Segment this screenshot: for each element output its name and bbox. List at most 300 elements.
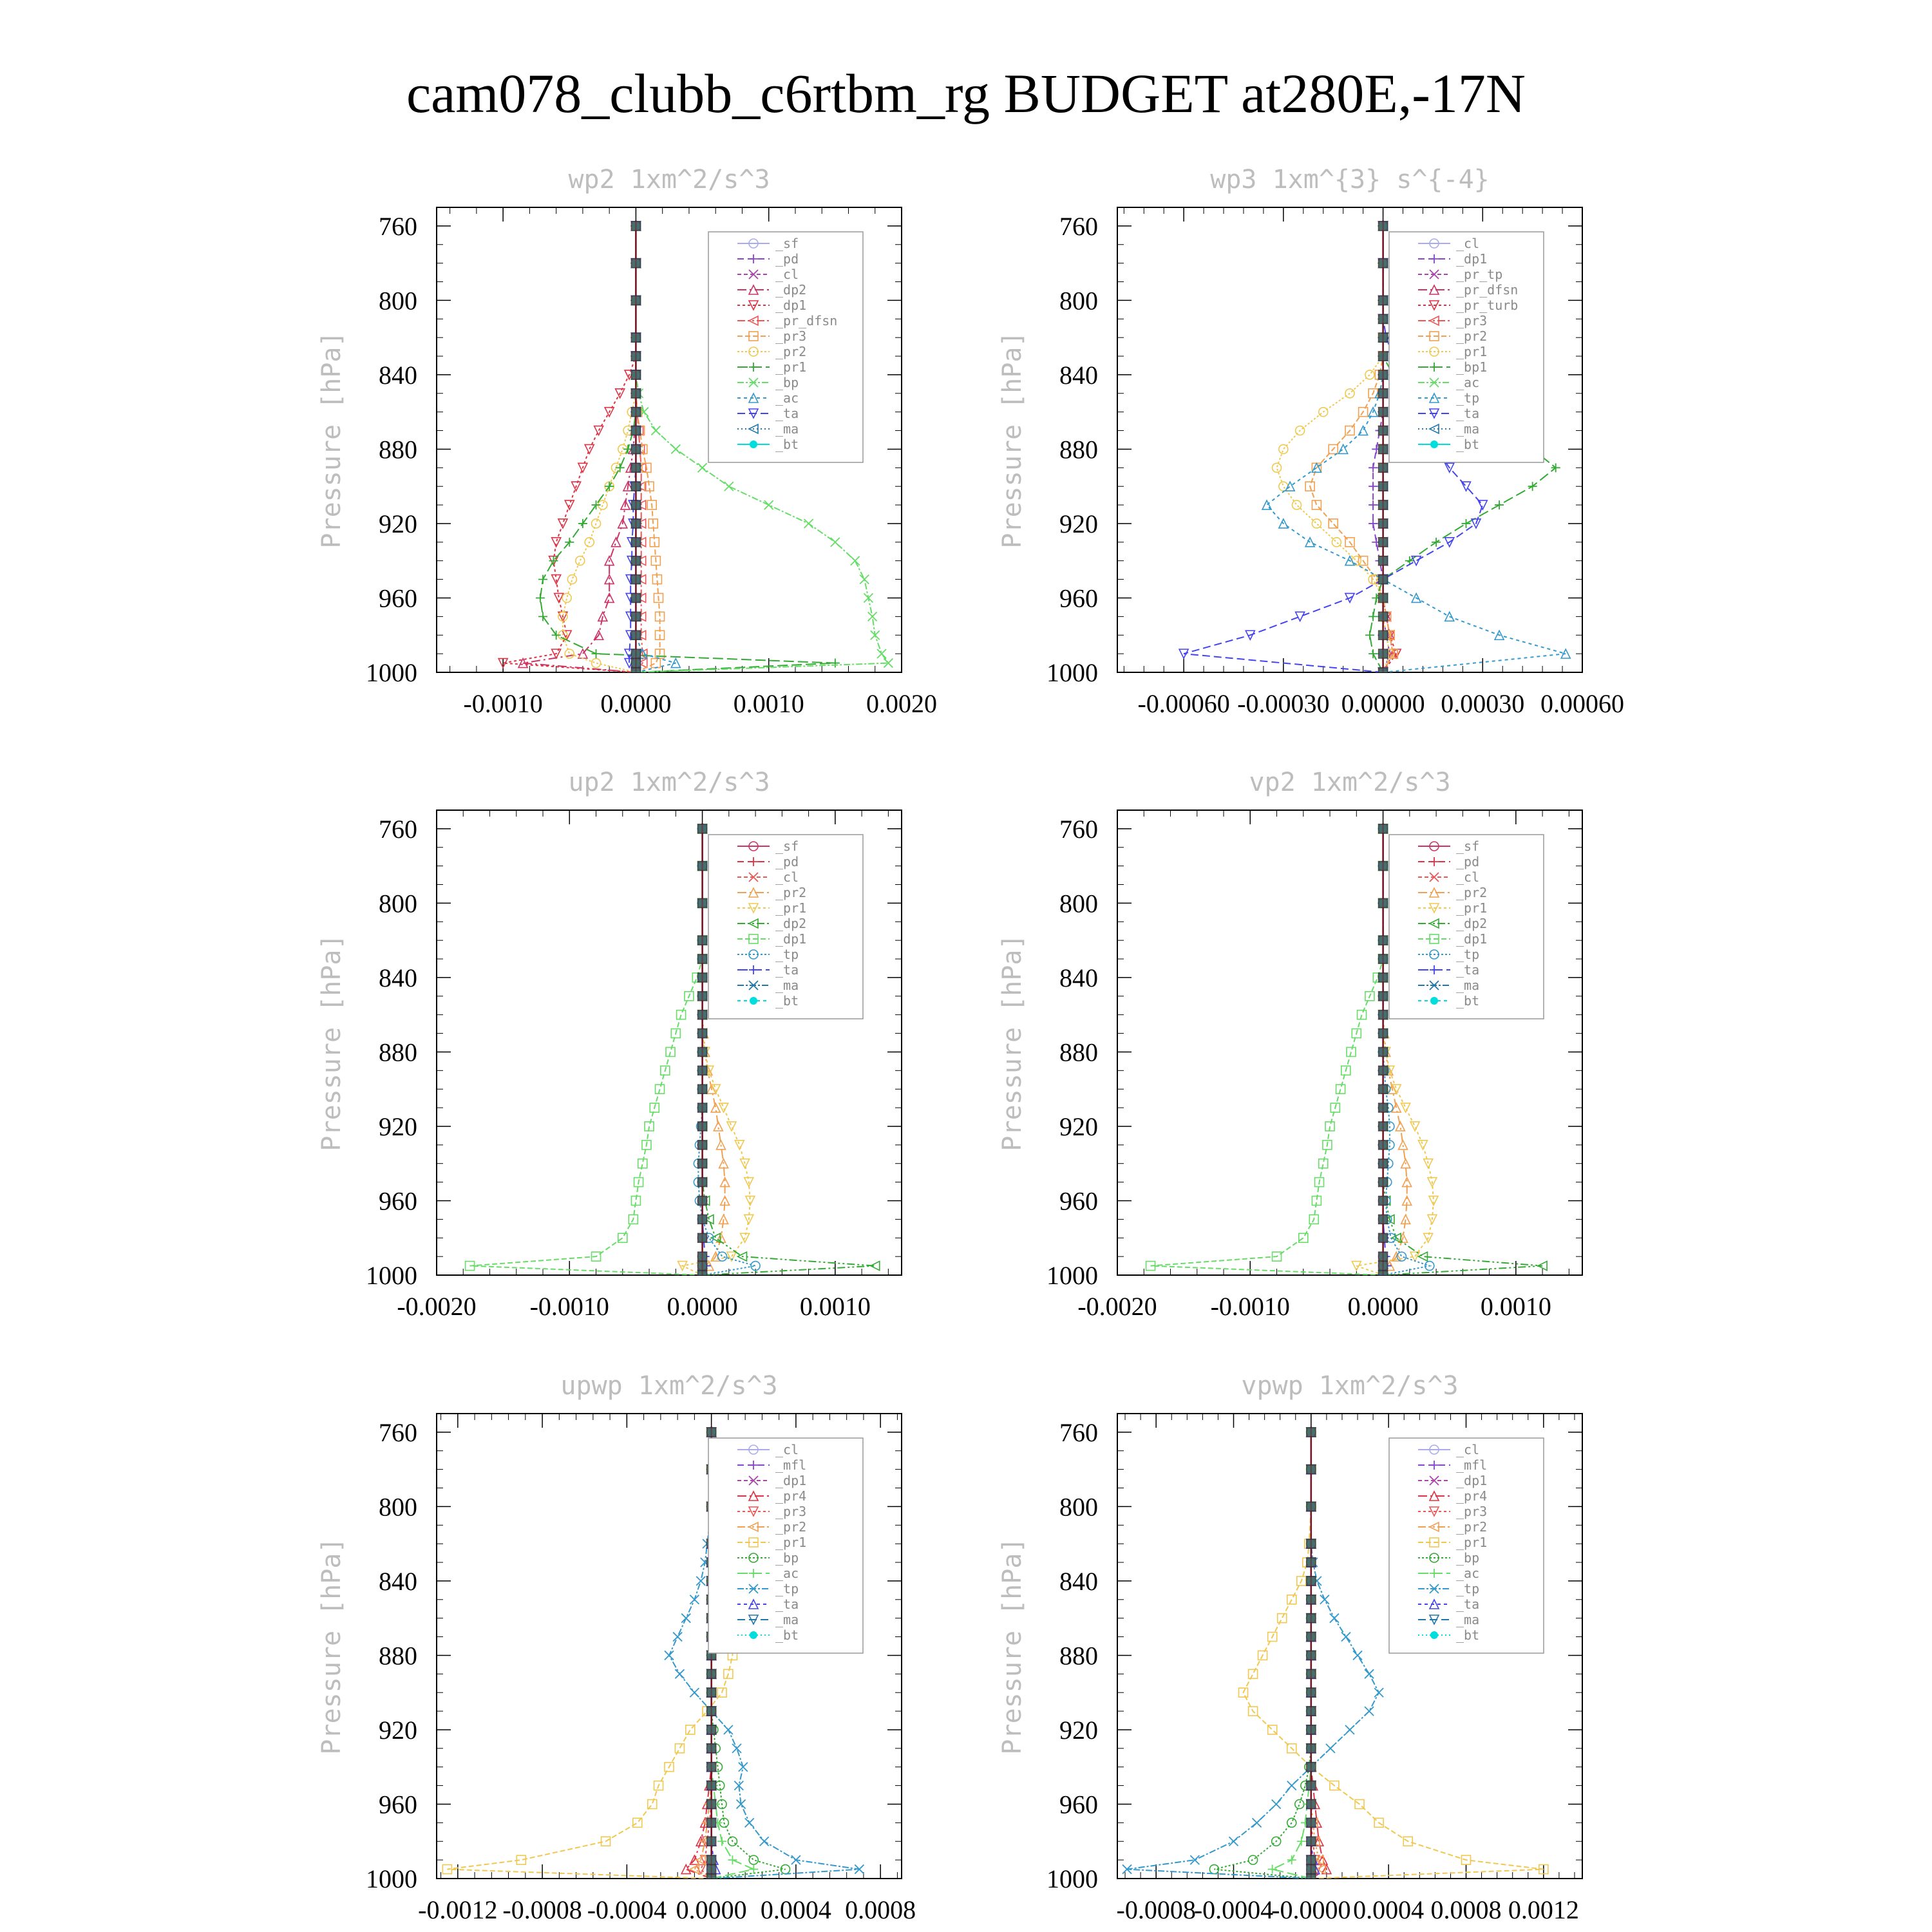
data-point <box>1278 1614 1287 1623</box>
legend-label: _bp1 <box>1456 359 1488 375</box>
x-tick-label: 0.0010 <box>733 689 804 718</box>
legend-label: _pr1 <box>775 1535 807 1550</box>
data-point <box>1379 1047 1388 1056</box>
data-point <box>719 1103 728 1112</box>
legend-label: _cl <box>1456 869 1480 885</box>
data-point <box>1307 1539 1316 1548</box>
legend-label: _dp1 <box>1456 1473 1488 1488</box>
data-point <box>698 463 707 472</box>
data-point <box>698 1066 707 1075</box>
data-point <box>671 444 680 453</box>
y-axis-label: Pressure [hPa] <box>317 934 346 1151</box>
data-point <box>631 519 640 528</box>
series-line-ac <box>1273 1432 1311 1879</box>
data-point <box>1326 1744 1335 1753</box>
x-tick-label: 0.0012 <box>1508 1895 1579 1924</box>
data-point <box>1253 1818 1262 1827</box>
data-point <box>1287 1781 1296 1790</box>
data-point <box>1379 500 1388 509</box>
y-tick-label: 1000 <box>366 1864 417 1893</box>
data-point <box>631 259 640 268</box>
data-point <box>1307 1781 1316 1790</box>
legend-label: _pr_dfsn <box>1456 282 1519 298</box>
data-point <box>1307 1633 1316 1642</box>
data-point <box>718 1252 727 1261</box>
y-tick-label: 800 <box>1059 889 1098 918</box>
legend-label: _ma <box>775 421 799 437</box>
y-tick-label: 840 <box>1059 1566 1098 1596</box>
data-point <box>698 1122 707 1131</box>
legend <box>708 835 863 1019</box>
legend-marker <box>750 440 757 448</box>
data-point <box>565 649 574 658</box>
data-point <box>1379 482 1388 491</box>
y-tick-label: 920 <box>1059 1112 1098 1141</box>
legend-label: _pr2 <box>775 344 807 359</box>
legend-label: _sf <box>775 236 799 251</box>
data-point <box>673 1633 682 1642</box>
x-tick-label: 0.0010 <box>799 1292 871 1321</box>
legend-label: _tp <box>1456 947 1480 962</box>
x-tick-label: -0.0012 <box>418 1895 498 1924</box>
legend-label: _ma <box>1456 1612 1480 1627</box>
x-tick-label: -0.0004 <box>587 1895 667 1924</box>
data-point <box>1379 1178 1388 1187</box>
data-point <box>1307 1577 1316 1586</box>
x-tick-label: 0.0000 <box>676 1895 747 1924</box>
y-tick-label: 920 <box>1059 509 1098 538</box>
data-point <box>1249 1669 1258 1678</box>
legend-label: _pr3 <box>775 1504 807 1519</box>
legend-label: _ac <box>775 1566 799 1581</box>
legend-label: _pr2 <box>1456 328 1488 344</box>
data-point <box>1341 1633 1350 1642</box>
data-point <box>538 575 547 584</box>
data-point <box>1379 954 1388 963</box>
y-tick-label: 760 <box>379 211 417 241</box>
data-point <box>1379 668 1388 677</box>
legend-label: _tp <box>1456 1581 1480 1596</box>
data-point <box>1432 538 1441 547</box>
data-point <box>804 519 813 528</box>
series-line-dp1 <box>503 226 636 672</box>
data-point <box>707 1799 716 1808</box>
data-point <box>677 1010 686 1019</box>
data-point <box>1379 538 1388 547</box>
data-point <box>707 1865 716 1874</box>
data-point <box>631 222 640 231</box>
data-point <box>631 500 640 509</box>
data-point <box>611 538 620 547</box>
legend-label: _pr3 <box>775 328 807 344</box>
x-tick-label: -0.0010 <box>529 1292 609 1321</box>
data-point <box>567 575 576 584</box>
legend-label: _pr_dfsn <box>775 313 838 328</box>
data-point <box>631 612 640 621</box>
data-point <box>749 1855 758 1864</box>
data-point <box>698 1047 707 1056</box>
data-point <box>616 463 625 472</box>
x-tick-label: 0.0000 <box>1347 1292 1419 1321</box>
data-point <box>1379 936 1388 945</box>
legend-label: _dp2 <box>1456 916 1488 931</box>
data-point <box>1379 389 1388 398</box>
data-point <box>698 898 707 907</box>
x-tick-label: -0.0008 <box>1116 1895 1196 1924</box>
data-point <box>698 1233 707 1242</box>
y-tick-label: 840 <box>1059 360 1098 390</box>
data-point <box>1299 1233 1308 1242</box>
y-tick-label: 840 <box>379 360 417 390</box>
data-point <box>707 1744 716 1753</box>
data-point <box>877 649 886 658</box>
data-point <box>707 1837 716 1846</box>
data-point <box>1379 556 1388 565</box>
data-point <box>562 593 571 602</box>
legend-marker <box>1430 440 1438 448</box>
legend-label: _bp <box>775 1550 799 1566</box>
data-point <box>1379 370 1388 379</box>
data-point <box>1229 1837 1238 1846</box>
data-point <box>724 1725 733 1734</box>
panel-6 <box>998 1371 1582 1924</box>
data-point <box>707 1818 716 1827</box>
x-tick-label: 0.0004 <box>1353 1895 1425 1924</box>
data-point <box>1379 444 1388 453</box>
legend-label: _bp <box>775 375 799 390</box>
data-point <box>698 1252 707 1261</box>
data-point <box>1379 575 1388 584</box>
data-point <box>1307 1428 1316 1437</box>
panel-title: wp3 1xm^{3} s^{-4} <box>1210 165 1490 194</box>
legend-marker <box>1430 997 1438 1005</box>
legend-label: _sf <box>1456 838 1480 854</box>
data-point <box>631 408 640 417</box>
x-tick-label: 0.0004 <box>760 1895 831 1924</box>
data-point <box>698 1159 707 1168</box>
data-point <box>1292 500 1301 509</box>
data-point <box>631 575 640 584</box>
data-point <box>675 1744 684 1753</box>
legend-label: _pr3 <box>1456 1504 1488 1519</box>
data-point <box>631 538 640 547</box>
data-point <box>1379 1066 1388 1075</box>
legend-label: _pd <box>775 251 799 267</box>
legend-label: _pr2 <box>1456 885 1488 900</box>
legend-label: _pr2 <box>775 1519 807 1535</box>
data-point <box>698 824 707 833</box>
data-point <box>1365 630 1374 639</box>
data-point <box>707 1428 716 1437</box>
data-point <box>1336 1084 1345 1094</box>
legend-label: _bt <box>1456 1627 1480 1643</box>
data-point <box>698 862 707 871</box>
data-point <box>727 1122 736 1131</box>
data-point <box>1307 1614 1316 1623</box>
data-point <box>536 593 545 602</box>
data-point <box>1345 1725 1354 1734</box>
legend-label: _ma <box>775 1612 799 1627</box>
data-point <box>675 1669 684 1678</box>
legend-label: _ma <box>775 978 799 993</box>
data-point <box>1379 862 1388 871</box>
legend-label: _pr4 <box>775 1488 807 1504</box>
y-tick-label: 1000 <box>1046 658 1098 687</box>
data-point <box>732 1744 741 1753</box>
data-point <box>1368 482 1378 491</box>
x-tick-label: 0.0008 <box>1430 1895 1502 1924</box>
legend-label: _pd <box>775 854 799 869</box>
data-point <box>1379 992 1388 1001</box>
data-point <box>760 1837 769 1846</box>
data-point <box>1379 1010 1388 1019</box>
data-point <box>1307 1725 1316 1734</box>
y-tick-label: 920 <box>379 509 417 538</box>
data-point <box>631 370 640 379</box>
data-point <box>1332 538 1341 547</box>
data-point <box>558 519 567 528</box>
data-point <box>698 1215 707 1224</box>
data-point <box>690 1595 699 1604</box>
y-tick-label: 880 <box>1059 1037 1098 1067</box>
data-point <box>1379 314 1388 323</box>
data-point <box>1379 296 1388 305</box>
data-point <box>1307 1465 1316 1474</box>
data-point <box>698 973 707 982</box>
y-tick-label: 840 <box>379 1566 417 1596</box>
y-tick-label: 1000 <box>366 658 417 687</box>
legend-label: _ta <box>1456 406 1480 421</box>
data-point <box>1368 500 1378 509</box>
legend-marker <box>750 997 757 1005</box>
data-point <box>698 1010 707 1019</box>
legend-label: _pr1 <box>1456 1535 1488 1550</box>
legend-label: _bt <box>775 1627 799 1643</box>
legend-label: _cl <box>775 267 799 282</box>
data-point <box>1330 1614 1339 1623</box>
data-point <box>717 1837 726 1846</box>
data-point <box>631 463 640 472</box>
data-point <box>631 333 640 342</box>
data-point <box>1353 1651 1362 1660</box>
panel-title: up2 1xm^2/s^3 <box>568 768 770 797</box>
data-point <box>698 1029 707 1038</box>
x-tick-label: 0.00060 <box>1540 689 1624 718</box>
data-point <box>1379 1271 1388 1280</box>
legend-label: _bt <box>775 437 799 452</box>
data-point <box>724 482 734 491</box>
data-point <box>1307 1799 1316 1808</box>
data-point <box>707 1688 716 1697</box>
data-point <box>1365 370 1374 379</box>
y-tick-label: 960 <box>379 1790 417 1819</box>
x-tick-label: 0.0000 <box>667 1292 738 1321</box>
legend-label: _dp1 <box>1456 251 1488 267</box>
data-point <box>631 444 640 453</box>
data-point <box>631 593 640 602</box>
y-tick-label: 760 <box>379 814 417 844</box>
x-tick-label: -0.00060 <box>1137 689 1230 718</box>
panel-title: upwp 1xm^2/s^3 <box>560 1371 778 1401</box>
data-point <box>1307 1837 1316 1846</box>
x-tick-label: 0.0000 <box>600 689 672 718</box>
data-point <box>1379 1122 1388 1131</box>
panel-title: vpwp 1xm^2/s^3 <box>1241 1371 1459 1401</box>
data-point <box>631 668 640 677</box>
data-point <box>1379 463 1388 472</box>
data-point <box>631 482 640 491</box>
data-point <box>1295 1799 1304 1808</box>
panel-title: vp2 1xm^2/s^3 <box>1249 768 1451 797</box>
data-point <box>1379 593 1388 602</box>
data-point <box>538 612 547 621</box>
x-tick-label: -0.0008 <box>502 1895 582 1924</box>
page-title: cam078_clubb_c6rtbm_rg BUDGET at280E,-17N <box>406 62 1526 124</box>
data-point <box>651 659 660 668</box>
series-line-tp <box>1127 1432 1379 1879</box>
data-point <box>578 519 587 528</box>
x-tick-label: 0.0010 <box>1480 1292 1551 1321</box>
data-point <box>1307 1558 1316 1567</box>
y-tick-label: 800 <box>379 889 417 918</box>
data-point <box>1368 612 1378 621</box>
data-point <box>666 1047 675 1056</box>
data-point <box>1379 824 1388 833</box>
legend-label: _bp <box>1456 1550 1480 1566</box>
panel-4 <box>998 768 1582 1321</box>
legend <box>1389 232 1544 462</box>
y-tick-label: 800 <box>379 286 417 316</box>
legend-label: _ac <box>1456 375 1480 390</box>
legend-label: _cl <box>1456 1442 1480 1457</box>
data-point <box>1307 1874 1316 1883</box>
data-point <box>1365 1669 1374 1678</box>
legend-label: _dp1 <box>775 1473 807 1488</box>
data-point <box>1379 352 1388 361</box>
data-point <box>631 352 640 361</box>
data-point <box>1307 1707 1316 1716</box>
legend-label: _bt <box>1456 993 1480 1009</box>
data-point <box>1379 333 1388 342</box>
data-point <box>576 556 585 565</box>
data-point <box>585 444 594 453</box>
y-tick-label: 920 <box>379 1112 417 1141</box>
data-point <box>1307 1818 1316 1827</box>
data-point <box>1307 1744 1316 1753</box>
data-point <box>764 500 773 509</box>
panel-1 <box>317 165 937 718</box>
legend-label: _dp2 <box>775 916 807 931</box>
legend-label: _ac <box>775 390 799 406</box>
data-point <box>1379 1215 1388 1224</box>
x-tick-label: 0.00000 <box>1341 689 1425 718</box>
data-point <box>1401 1103 1410 1112</box>
legend-label: _bt <box>1456 437 1480 452</box>
data-point <box>631 649 640 658</box>
y-tick-label: 960 <box>1059 1186 1098 1216</box>
data-point <box>698 1141 707 1150</box>
data-point <box>1272 1799 1281 1808</box>
data-point <box>656 1084 665 1094</box>
data-point <box>698 936 707 945</box>
legend <box>1389 835 1544 1019</box>
data-point <box>1296 612 1305 621</box>
legend-label: _ta <box>1456 962 1480 978</box>
y-axis-label: Pressure [hPa] <box>998 1537 1027 1755</box>
data-point <box>1379 898 1388 907</box>
data-point <box>1495 500 1504 509</box>
data-point <box>1379 1233 1388 1242</box>
data-point <box>631 389 640 398</box>
legend-label: _mfl <box>1456 1457 1488 1473</box>
data-point <box>707 1725 716 1734</box>
x-tick-label: -0.0010 <box>1210 1292 1290 1321</box>
data-point <box>698 1271 707 1280</box>
legend-label: _tp <box>775 1581 799 1596</box>
data-point <box>1379 426 1388 435</box>
data-point <box>1287 1855 1296 1864</box>
data-point <box>1297 1837 1306 1846</box>
data-point <box>1379 1159 1388 1168</box>
data-point <box>707 1855 716 1864</box>
legend-label: _cl <box>1456 236 1480 251</box>
data-point <box>749 1865 758 1874</box>
y-tick-label: 1000 <box>366 1261 417 1290</box>
data-point <box>860 575 869 584</box>
y-tick-label: 800 <box>379 1492 417 1522</box>
data-point <box>1379 222 1388 231</box>
data-point <box>728 1855 737 1864</box>
legend-label: _pr4 <box>1456 1488 1488 1504</box>
data-point <box>1379 649 1388 658</box>
legend-label: _pr_tp <box>1456 267 1503 282</box>
data-point <box>1379 612 1388 621</box>
data-point <box>605 575 614 584</box>
y-tick-label: 1000 <box>1046 1864 1098 1893</box>
legend-label: _pr_turb <box>1456 298 1519 313</box>
y-axis-label: Pressure [hPa] <box>998 331 1027 549</box>
data-point <box>1379 1262 1388 1271</box>
data-point <box>592 649 601 658</box>
y-tick-label: 960 <box>1059 583 1098 613</box>
data-point <box>681 1614 690 1623</box>
y-tick-label: 760 <box>1059 814 1098 844</box>
data-point <box>1307 1763 1316 1772</box>
series-line-dp2 <box>523 226 636 672</box>
data-point <box>1374 1688 1383 1697</box>
data-point <box>1307 1688 1316 1697</box>
y-tick-label: 800 <box>1059 286 1098 316</box>
data-point <box>1320 1595 1329 1604</box>
data-point <box>698 1262 707 1271</box>
legend-label: _pr1 <box>775 359 807 375</box>
panel-2 <box>998 165 1624 718</box>
y-tick-label: 760 <box>1059 211 1098 241</box>
legend-label: _sf <box>775 838 799 854</box>
legend-label: _pr2 <box>775 885 807 900</box>
data-point <box>1379 1141 1388 1150</box>
x-tick-label: 0.0008 <box>845 1895 916 1924</box>
legend-label: _cl <box>775 1442 799 1457</box>
data-point <box>1312 519 1321 528</box>
data-point <box>707 1763 716 1772</box>
data-point <box>831 538 840 547</box>
x-tick-label: -0.0020 <box>397 1292 477 1321</box>
y-tick-label: 840 <box>379 963 417 992</box>
data-point <box>1418 1141 1427 1150</box>
data-point <box>707 1874 716 1883</box>
data-point <box>698 1103 707 1112</box>
